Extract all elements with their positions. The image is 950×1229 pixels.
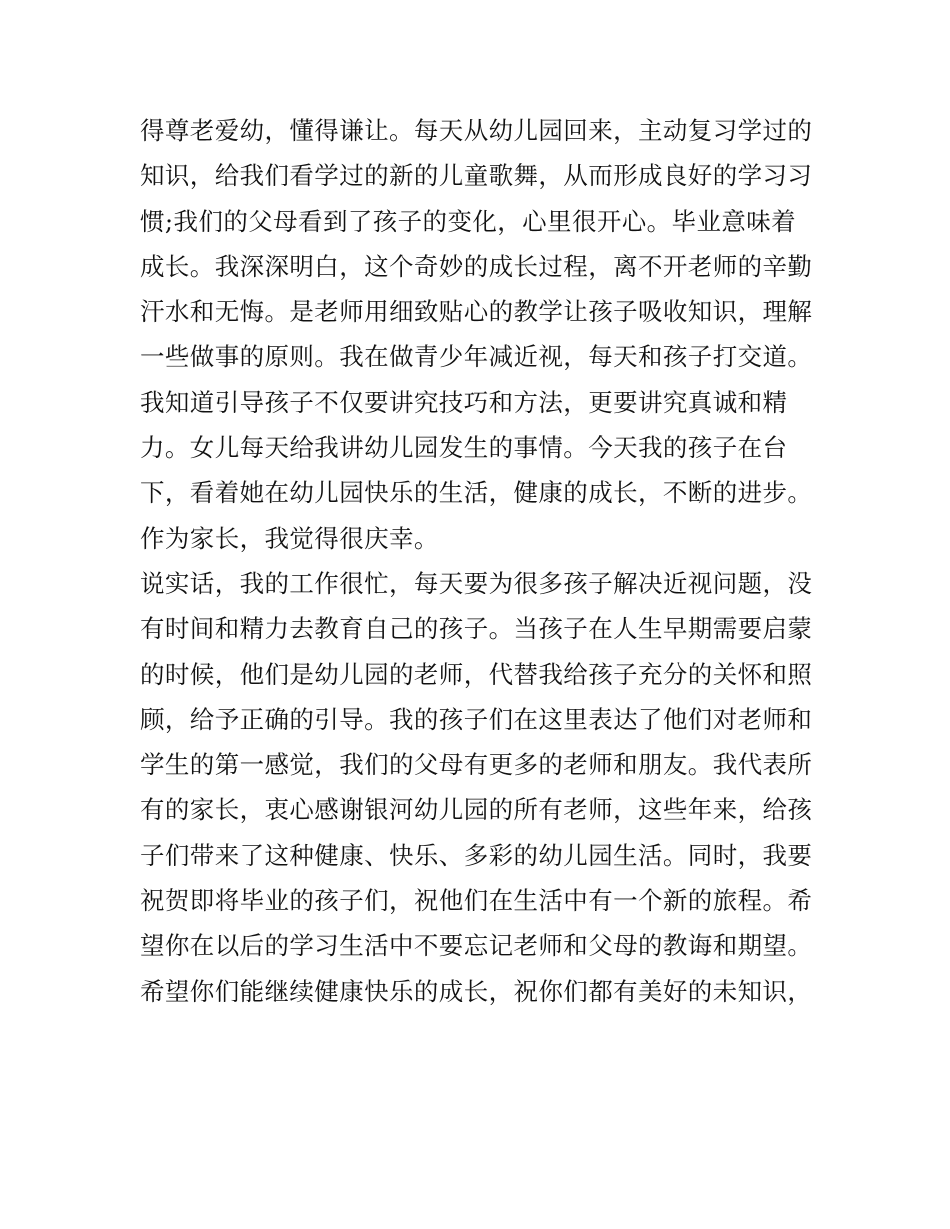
body-text [140,108,820,1014]
text-line: 顾，给予正确的引导。我的孩子们在这里表达了他们对老师和 [140,704,813,734]
text-line: 希望你们能继续健康快乐的成长，祝你们都有美好的未知识， [140,976,813,1006]
text-line: 成长。我深深明白，这个奇妙的成长过程，离不开老师的辛勤 [140,251,813,281]
text-line: 汗水和无悔。是老师用细致贴心的教学让孩子吸收知识，理解 [140,297,813,327]
text-line: 惯;我们的父母看到了孩子的变化，心里很开心。毕业意味着 [140,206,797,236]
text-line: 有时间和精力去教育自己的孩子。当孩子在人生早期需要启蒙 [140,614,813,644]
text-line: 说实话，我的工作很忙，每天要为很多孩子解决近视问题，没 [140,568,813,598]
text-line: 望你在以后的学习生活中不要忘记老师和父母的教诲和期望。 [140,931,813,961]
text-line: 下，看着她在幼儿园快乐的生活，健康的成长，不断的进步。 [140,478,813,508]
text-line: 得尊老爱幼，懂得谦让。每天从幼儿园回来，主动复习学过的 [140,116,813,145]
text-line: 知识，给我们看学过的新的儿童歌舞，从而形成良好的学习习 [140,161,813,191]
text-line: 作为家长，我觉得很庆幸。 [140,523,439,553]
text-line: 祝贺即将毕业的孩子们，祝他们在生活中有一个新的旅程。希 [140,886,813,916]
text-line: 的时候，他们是幼儿园的老师，代替我给孩子充分的关怀和照 [140,659,813,689]
text-line: 一些做事的原则。我在做青少年减近视，每天和孩子打交道。 [140,342,813,372]
text-line: 学生的第一感觉，我们的父母有更多的老师和朋友。我代表所 [140,750,813,780]
text-line: 子们带来了这种健康、快乐、多彩的幼儿园生活。同时，我要 [140,840,813,870]
text-line: 力。女儿每天给我讲幼儿园发生的事情。今天我的孩子在台 [140,433,788,463]
text-line: 有的家长，衷心感谢银河幼儿园的所有老师，这些年来，给孩 [140,795,813,825]
text-line: 我知道引导孩子不仅要讲究技巧和方法，更要讲究真诚和精 [140,387,788,417]
